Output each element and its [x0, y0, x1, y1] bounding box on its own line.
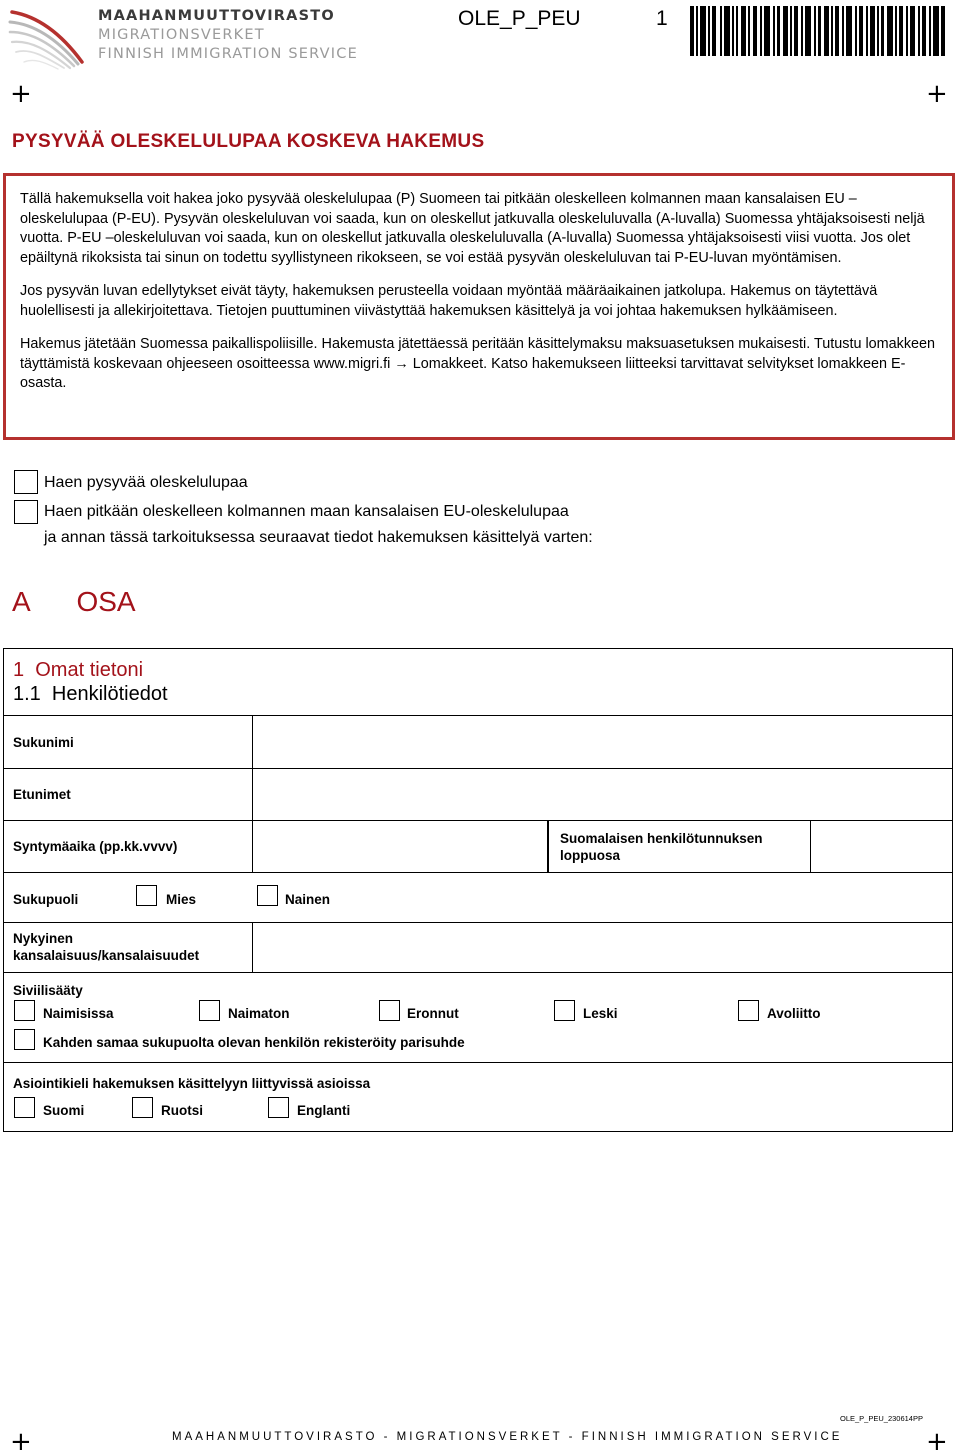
marital-cohabiting-label: Avoliitto	[767, 1006, 821, 1021]
personal-id-label: Suomalaisen henkilötunnuksen loppuosa	[560, 831, 763, 863]
marital-status-label: Siviilisääty	[13, 983, 83, 998]
cell-divider	[548, 820, 549, 873]
registration-mark-icon: +	[926, 79, 948, 109]
first-names-input[interactable]	[252, 768, 953, 821]
section-1-heading: 1 Omat tietoni	[13, 659, 144, 681]
marital-married-checkbox[interactable]	[14, 1000, 35, 1021]
instructions-paragraph: Tällä hakemuksella voit hakea joko pysyvää oleskelulupaa (P) Suomeen tai pitkään oleskelleen kolmannen maan kansalaisen EU – oleskelulupaa (P-EU). Pysyvän oleskeluluvan voi saada, kun on oleskellut jatkuvalla oleskeluluvalla (A-luvalla) Suomessa yhtäjaksoisesti neljä vuotta. P-EU –oleskeluluvan voi saada, kun on oleskellut jatkuvalla oleskeluluvalla (A-luvalla) Suomessa yhtäjaksoisesti viisi vuotta. Jos olet epäiltynä rikoksista tai sinun on todettu syyllistyneen rikokseen, se voi estää pysyvän oleskeluluvan tai P-EU-luvan myöntämisen.	[20, 191, 925, 266]
eu-permit-label: Haen pitkään oleskelleen kolmannen maan kansalaisen EU-oleskelulupaa	[44, 503, 569, 520]
agency-name-sv: MIGRATIONSVERKET	[98, 27, 265, 43]
gender-male-checkbox[interactable]	[136, 885, 157, 906]
form-code: OLE_P_PEU	[458, 7, 581, 30]
date-of-birth-input[interactable]	[252, 820, 548, 873]
gender-female-label: Nainen	[285, 892, 331, 907]
registration-mark-icon: +	[10, 79, 32, 109]
marital-divorced-label: Eronnut	[407, 1006, 459, 1021]
instructions-paragraph: Jos pysyvän luvan edellytykset eivät täyty, hakemuksen perusteella voidaan myöntää määräaikainen jatkolupa. Hakemus on täytettävä huolellisesti ja allekirjoitettava. Tietojen puuttuminen viivästyttää hakemuksen käsittelyä ja voi johtaa hakemuksen hylkäämiseen.	[20, 283, 878, 319]
marital-partnership-label: Kahden samaa sukupuolta olevan henkilön rekisteröity parisuhde	[43, 1035, 465, 1050]
purpose-statement: ja annan tässä tarkoituksessa seuraavat tiedot hakemuksen käsittelyä varten:	[44, 529, 593, 546]
registration-mark-icon: +	[10, 1427, 32, 1450]
agency-name-en: FINNISH IMMIGRATION SERVICE	[98, 46, 358, 62]
registration-mark-icon: +	[926, 1427, 948, 1450]
footer-agency-names: MAAHANMUUTTOVIRASTO - MIGRATIONSVERKET - FINNISH IMMIGRATION SERVICE	[172, 1431, 843, 1443]
surname-label: Sukunimi	[13, 735, 74, 750]
page-number: 1	[656, 7, 668, 30]
permanent-permit-checkbox[interactable]	[14, 470, 38, 494]
language-english-label: Englanti	[297, 1103, 351, 1118]
barcode-icon	[690, 6, 945, 56]
marital-unmarried-checkbox[interactable]	[199, 1000, 220, 1021]
citizenship-label: Nykyinen kansalaisuus/kansalaisuudet	[13, 931, 200, 963]
instructions-box	[3, 173, 955, 440]
form-title: PYSYVÄÄ OLESKELULUPAA KOSKEVA HAKEMUS	[12, 131, 485, 152]
language-label: Asiointikieli hakemuksen käsittelyyn liittyvissä asioissa	[13, 1076, 371, 1091]
surname-input[interactable]	[252, 715, 953, 769]
personal-id-input[interactable]	[810, 820, 953, 873]
agency-name-fi: MAAHANMUUTTOVIRASTO	[98, 8, 335, 24]
gender-male-label: Mies	[166, 892, 197, 907]
marital-widow-checkbox[interactable]	[554, 1000, 575, 1021]
eu-permit-checkbox[interactable]	[14, 500, 38, 524]
first-names-label: Etunimet	[13, 787, 71, 802]
date-of-birth-label: Syntymäaika (pp.kk.vvvv)	[13, 839, 178, 854]
footer-form-code: OLE_P_PEU_230614PP	[840, 1414, 923, 1423]
language-swedish-label: Ruotsi	[161, 1103, 203, 1118]
marital-widow-label: Leski	[583, 1006, 618, 1021]
permanent-permit-label: Haen pysyvää oleskelulupaa	[44, 474, 248, 491]
marital-partnership-checkbox[interactable]	[14, 1029, 35, 1050]
marital-unmarried-label: Naimaton	[228, 1006, 290, 1021]
gender-label: Sukupuoli	[13, 892, 79, 907]
agency-logo-icon	[8, 6, 94, 70]
marital-married-label: Naimisissa	[43, 1006, 114, 1021]
citizenship-input[interactable]	[252, 922, 953, 973]
language-swedish-checkbox[interactable]	[132, 1097, 153, 1118]
section-1-1-heading: 1.1 Henkilötiedot	[13, 683, 168, 705]
marital-cohabiting-checkbox[interactable]	[738, 1000, 759, 1021]
instructions-paragraph: Hakemus jätetään Suomessa paikallispoliisille. Hakemusta jätettäessä peritään käsittelymaksu maksuasetuksen mukaisesti. Tutustu lomakkeen täyttämistä koskevaan ohjeeseen osoitteessa www.migri.fi → Lomakkeet. Katso hakemukseen liitteeksi tarvittavat selvitykset lomakkeen E-osasta.	[20, 336, 936, 391]
gender-female-checkbox[interactable]	[257, 885, 278, 906]
language-finnish-checkbox[interactable]	[14, 1097, 35, 1118]
marital-divorced-checkbox[interactable]	[379, 1000, 400, 1021]
section-a-heading: A OSA	[12, 586, 136, 617]
language-english-checkbox[interactable]	[268, 1097, 289, 1118]
language-finnish-label: Suomi	[43, 1103, 85, 1118]
row-divider	[3, 1062, 953, 1063]
